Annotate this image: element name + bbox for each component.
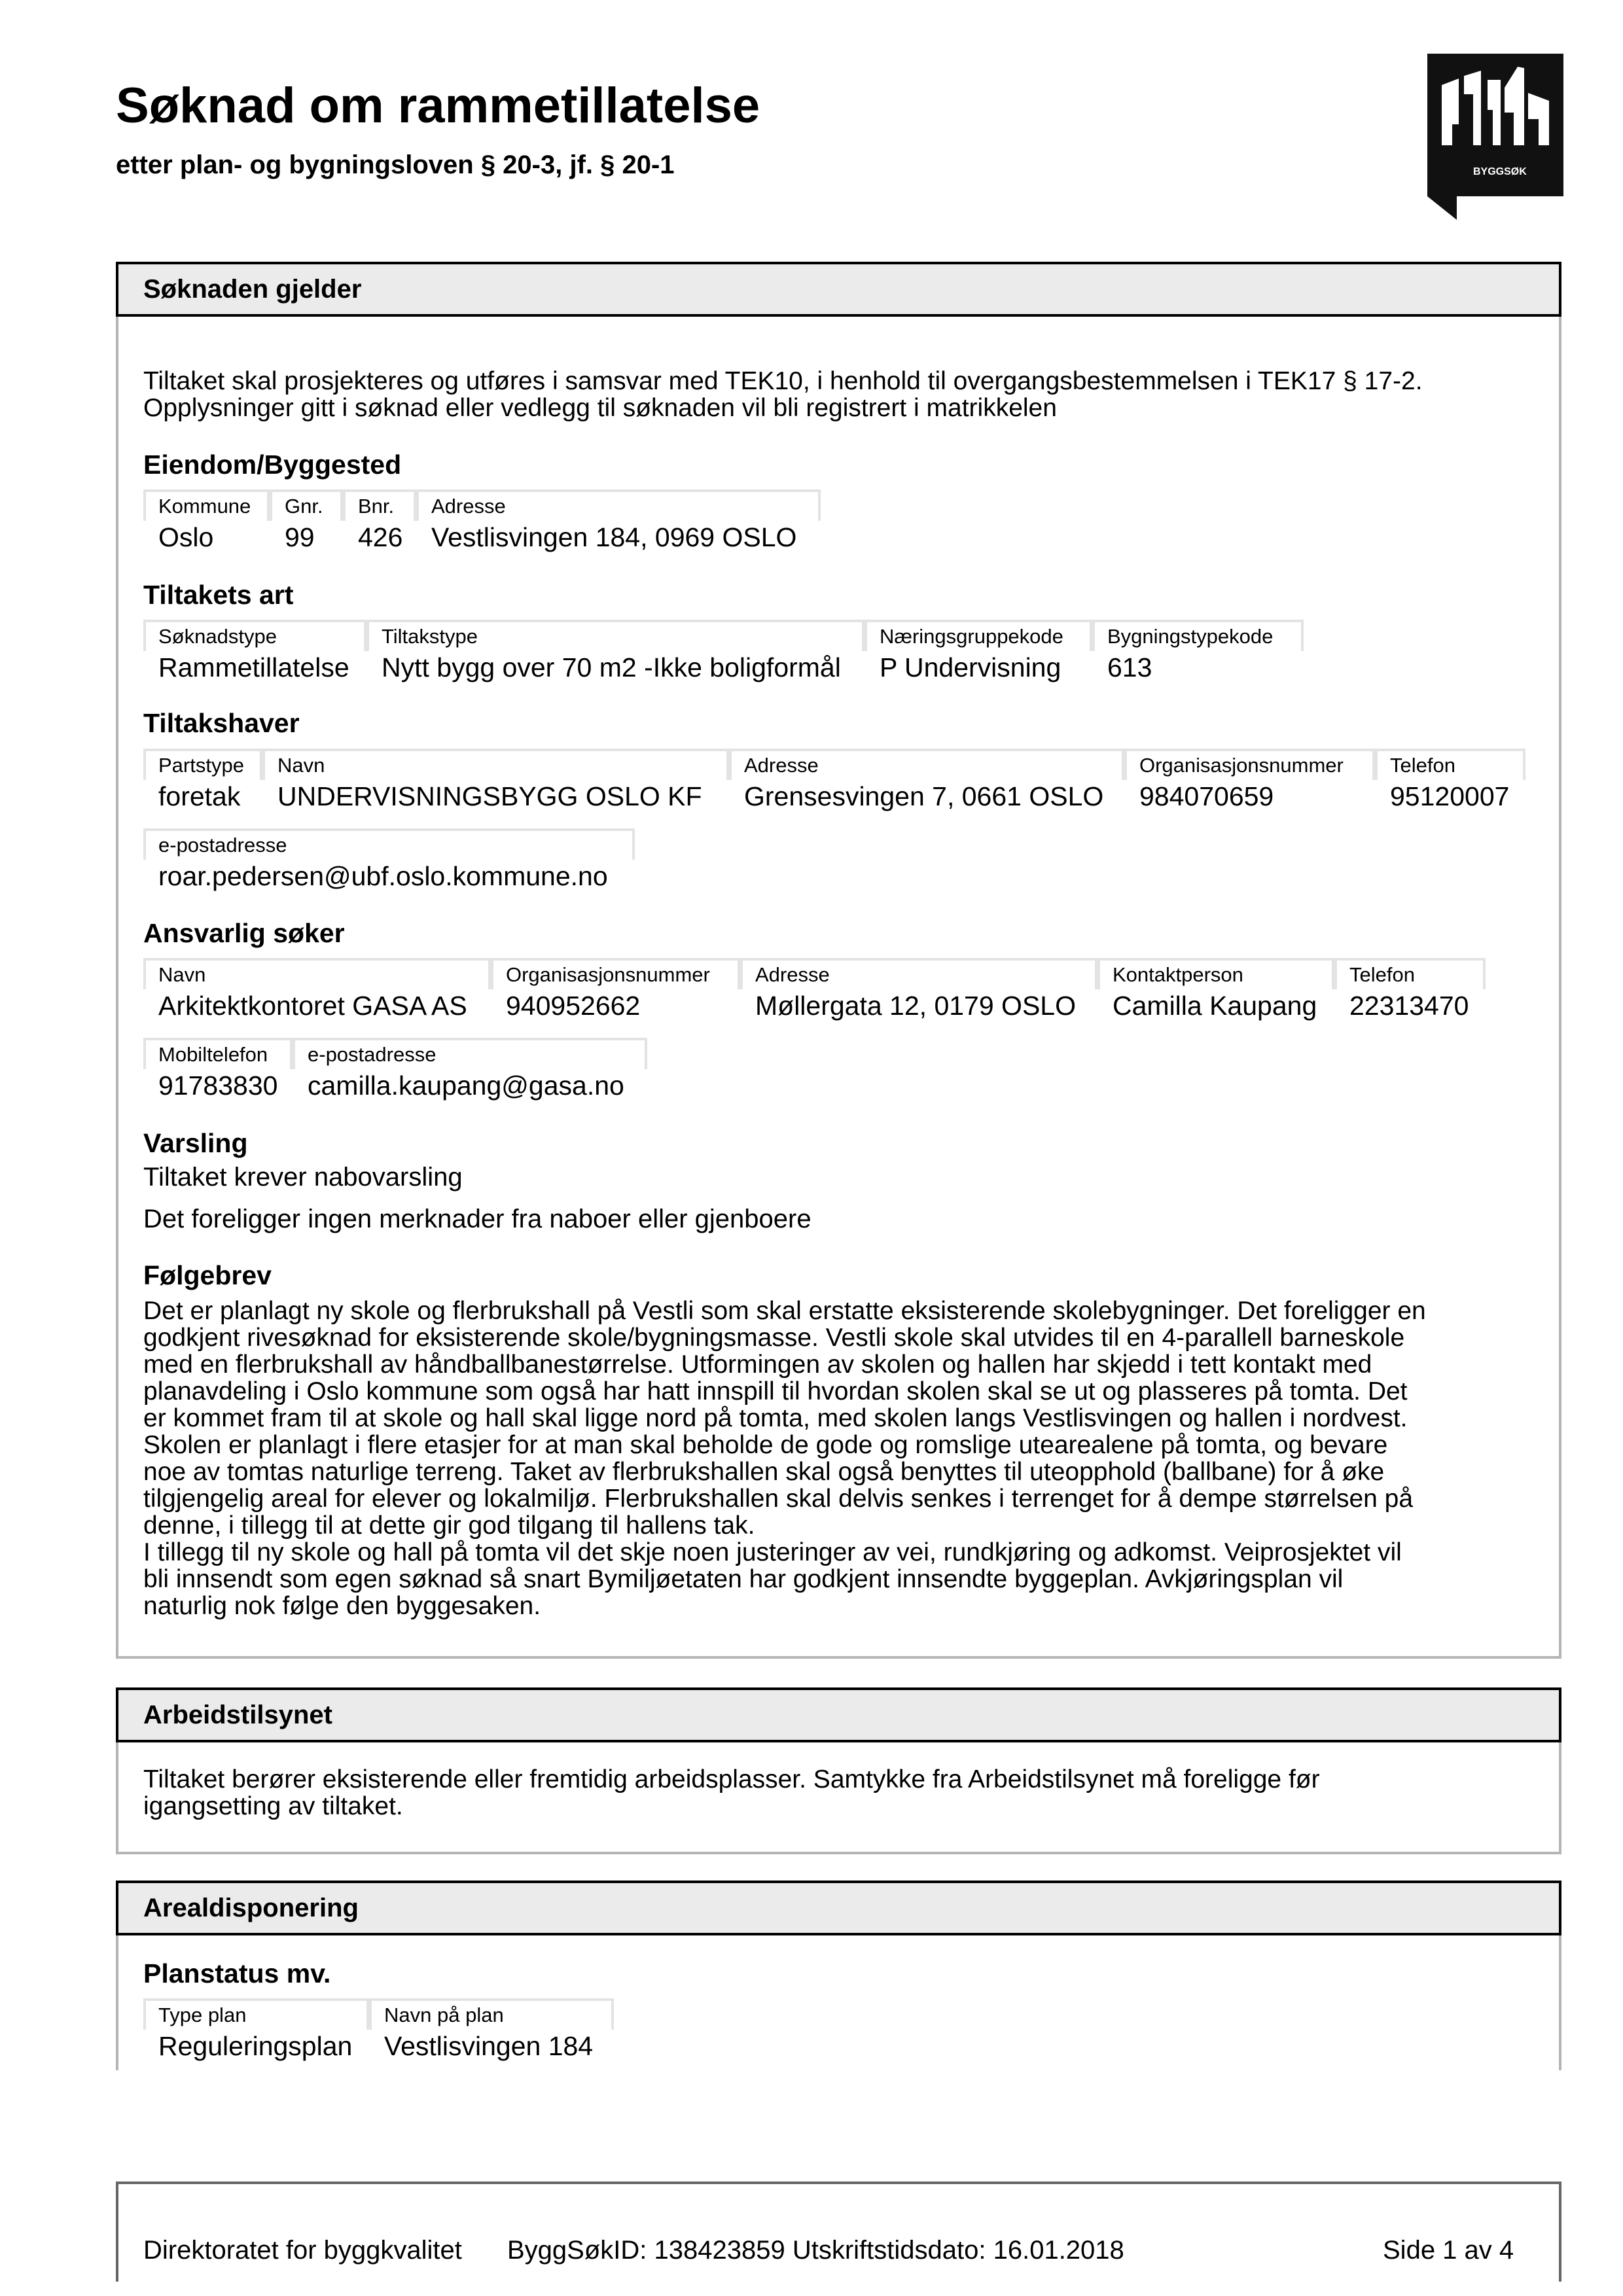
field-value: Vestlisvingen 184 [384,2031,594,2061]
field-label: Organisasjonsnummer [491,958,740,989]
varsling-line-2: Det foreligger ingen merknader fra naboer eller gjenboere [143,1205,812,1233]
field-gnr [270,489,343,559]
field-adresse [416,489,821,559]
byggsok-logo-graphic [1427,54,1563,220]
field-kommune [143,489,270,559]
arbeidstilsynet-line-1: Tiltaket berører eksisterende eller fremtidig arbeidsplasser. Samtykke fra Arbeidstilsynet må foreligge før [143,1765,1320,1793]
field-adresse [729,749,1124,819]
field-value: Vestlisvingen 184, 0969 OSLO [431,522,797,552]
folgebrev-line: med en flerbrukshall av håndballbanestørrelse. Utformingen av skolen og hallen har skjedd i tett kontakt med [143,1351,1372,1379]
field-label: Adresse [729,749,1124,780]
ansvarlig-soker-heading: Ansvarlig søker [143,918,345,948]
field-organisasjonsnummer [1124,749,1375,819]
footer-publisher: Direktoratet for byggkvalitet [143,2236,462,2265]
field-label: Bygningstypekode [1092,620,1304,651]
field-label: Bnr. [343,489,416,521]
field-bnr [343,489,416,559]
field-adresse [740,958,1097,1028]
field-label: e-postadresse [293,1038,647,1069]
field-value: roar.pedersen@ubf.oslo.kommune.no [158,861,608,891]
field-value: foretak [158,781,241,811]
page-subtitle: etter plan- og bygningsloven § 20-3, jf. § 20-1 [116,150,675,179]
folgebrev-line: I tillegg til ny skole og hall på tomta vil det skje noen justeringer av vei, rundkjøring og adkomst. Veiprosjektet vil [143,1538,1402,1566]
field-telefon [1334,958,1486,1028]
field-value: 940952662 [506,991,641,1021]
varsling-heading: Varsling [143,1128,248,1158]
field-label: Partstype [143,749,262,780]
byggsok-logo [1427,54,1563,220]
field-label: Søknadstype [143,620,366,651]
field-label: Adresse [740,958,1097,989]
field-label: Type plan [143,1998,369,2030]
folgebrev-heading: Følgebrev [143,1260,272,1290]
field-value: 22313470 [1349,991,1469,1021]
field-value: 91783830 [158,1070,278,1101]
field-label: e-postadresse [143,828,635,860]
arealdisponering-heading: Arealdisponering [116,1881,1561,1935]
intro-line-1: Tiltaket skal prosjekteres og utføres i samsvar med TEK10, i henhold til overgangsbestemmelsen i TEK17 § 17-2. [143,367,1423,395]
field-label: Kommune [143,489,270,521]
field-navn [143,958,491,1028]
field-label: Telefon [1334,958,1486,989]
field-value: 426 [358,522,403,552]
field-type-plan [143,1998,369,2068]
footer-id-date: ByggSøkID: 138423859 Utskriftstidsdato: 16.01.2018 [507,2236,1124,2265]
field-label: Telefon [1375,749,1525,780]
field-value: Rammetillatelse [158,652,349,682]
folgebrev-line: noe av tomtas naturlige terreng. Taket av flerbrukshallen skal også benyttes til uteopphold (ballbane) for å øke [143,1458,1385,1486]
folgebrev-line: er kommet fram til at skole og hall skal ligge nord på tomta, med skolen langs Vestlisvingen og hallen i nordvest. [143,1404,1408,1432]
field-value: UNDERVISNINGSBYGG OSLO KF [277,781,702,811]
folgebrev-line: planavdeling i Oslo kommune som også har hatt innspill til hvordan skolen skal se ut og plasseres på tomta. Det [143,1377,1408,1405]
field-value: Arkitektkontoret GASA AS [158,991,467,1021]
field-epost [293,1038,647,1108]
field-label: Mobiltelefon [143,1038,293,1069]
field-organisasjonsnummer [491,958,740,1028]
tiltakshaver-heading: Tiltakshaver [143,708,300,738]
field-label: Navn på plan [369,1998,614,2030]
field-label: Gnr. [270,489,343,521]
folgebrev-line: tilgjengelig areal for elever og lokalmiljø. Flerbrukshallen skal delvis senkes i terrenget for å dempe størrelsen på [143,1485,1414,1513]
varsling-line-1: Tiltaket krever nabovarsling [143,1163,463,1192]
field-value: Grensesvingen 7, 0661 OSLO [744,781,1104,811]
field-value: Reguleringsplan [158,2031,353,2061]
field-navn [262,749,729,819]
tiltakets-art-heading: Tiltakets art [143,580,294,610]
field-value: Nytt bygg over 70 m2 -Ikke boligformål [382,652,841,682]
field-value: Oslo [158,522,214,552]
field-label: Navn [143,958,491,989]
field-label: Tiltakstype [366,620,865,651]
folgebrev-line: naturlig nok følge den byggesaken. [143,1592,541,1620]
field-value: 613 [1107,652,1152,682]
intro-line-2: Opplysninger gitt i søknad eller vedlegg til søknaden vil bli registrert i matrikkelen [143,394,1057,422]
field-label: Navn [262,749,729,780]
soknaden-gjelder-heading: Søknaden gjelder [116,262,1561,317]
folgebrev-line: Skolen er planlagt i flere etasjer for at man skal beholde de gode og romslige utearealene på tomta, og bevare [143,1431,1388,1459]
arbeidstilsynet-line-2: igangsetting av tiltaket. [143,1792,403,1820]
field-value: Møllergata 12, 0179 OSLO [755,991,1076,1021]
field-label: Næringsgruppekode [865,620,1092,651]
field-tiltakstype [366,620,865,690]
field-navn-pa-plan [369,1998,614,2068]
eiendom-heading: Eiendom/Byggested [143,450,402,480]
field-label: Kontaktperson [1097,958,1334,989]
footer-page-number: Side 1 av 4 [1383,2236,1514,2265]
footer-bar [116,2181,1561,2282]
field-value: 99 [285,522,315,552]
field-naeringsgruppekode [865,620,1092,690]
field-epost [143,828,635,898]
logo-text: BYGGSØK [1473,166,1527,177]
field-bygningstypekode [1092,620,1304,690]
field-kontaktperson [1097,958,1334,1028]
field-value: 95120007 [1390,781,1510,811]
field-mobiltelefon [143,1038,293,1108]
field-soknadstype [143,620,366,690]
folgebrev-line: bli innsendt som egen søknad så snart Bymiljøetaten har godkjent innsendte byggeplan. Avkjøringsplan vil [143,1565,1344,1593]
field-telefon [1375,749,1525,819]
folgebrev-line: Det er planlagt ny skole og flerbrukshall på Vestli som skal erstatte eksisterende skolebygninger. Det foreligger en [143,1297,1426,1325]
field-label: Adresse [416,489,821,521]
field-value: camilla.kaupang@gasa.no [308,1070,624,1101]
folgebrev-line: godkjent rivesøknad for eksisterende skole/bygningsmasse. Vestli skole skal utvides til en 4-parallell barneskole [143,1324,1405,1352]
field-value: P Undervisning [880,652,1061,682]
field-value: Camilla Kaupang [1113,991,1317,1021]
folgebrev-line: denne, i tillegg til at dette gir god tilgang til hallens tak. [143,1511,755,1540]
page-title: Søknad om rammetillatelse [116,78,760,133]
field-label: Organisasjonsnummer [1124,749,1375,780]
planstatus-heading: Planstatus mv. [143,1958,331,1988]
field-partstype [143,749,262,819]
field-value: 984070659 [1139,781,1274,811]
arbeidstilsynet-heading: Arbeidstilsynet [116,1687,1561,1742]
